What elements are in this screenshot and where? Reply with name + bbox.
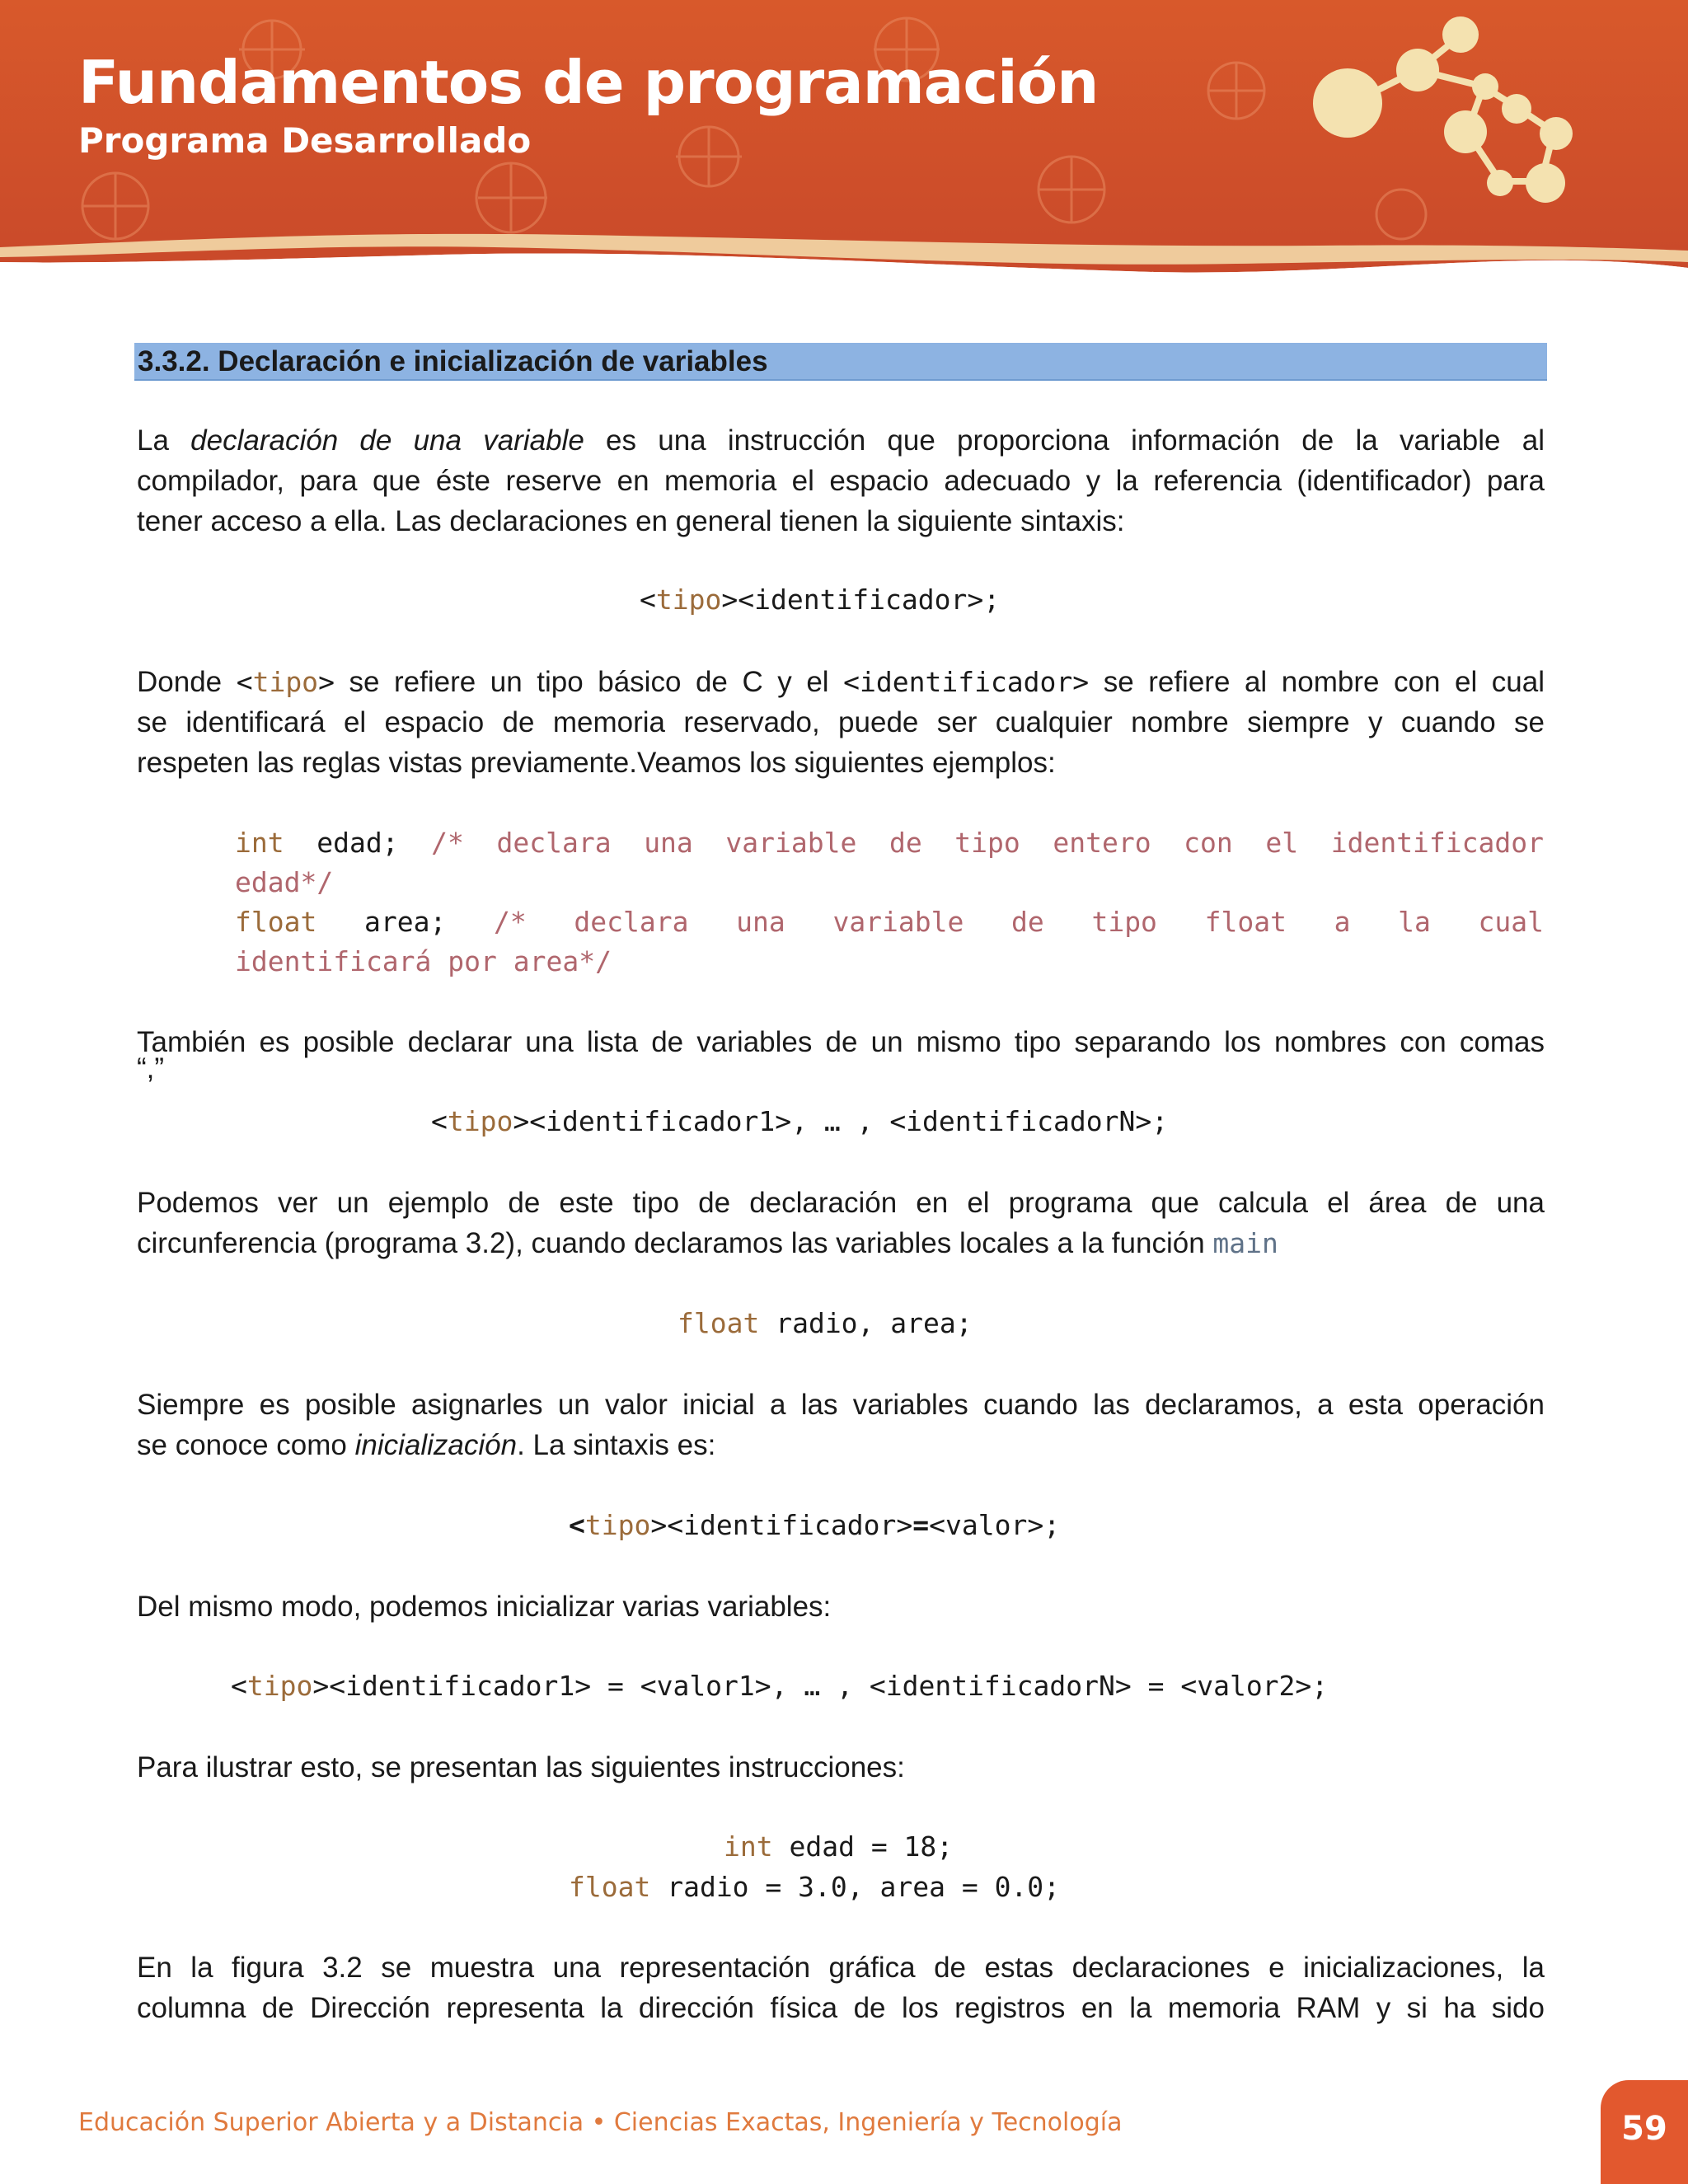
paragraph-line: se conoce como inicialización. La sintaxis es:	[137, 1429, 716, 1461]
function-name: main	[1212, 1227, 1278, 1259]
code-area-declaration: float radio, area;	[678, 1307, 973, 1339]
paragraph-line: circunferencia (programa 3.2), cuando declaramos las variables locales a la función main	[137, 1227, 1278, 1259]
code-example-line: float area; /* declara una variable de tipo float a la cual	[235, 906, 1545, 938]
molecule-logo-icon	[1269, 8, 1582, 255]
paragraph-line: Podemos ver un ejemplo de este tipo de declaración en el programa que calcula el área de una	[137, 1187, 1545, 1219]
code-example-line: edad*/	[235, 866, 334, 898]
code-init-float: float radio = 3.0, area = 0.0;	[569, 1871, 1061, 1903]
syntax-initialization: <tipo><identificador>=<valor>;	[569, 1509, 1061, 1541]
paragraph-line: respeten las reglas vistas previamente.Veamos los siguientes ejemplos:	[137, 747, 1056, 779]
document-title: Fundamentos de programación	[78, 48, 1099, 117]
code-init-int: int edad = 18;	[724, 1830, 954, 1863]
paragraph-line: tener acceso a ella. Las declaraciones en general tienen la siguiente sintaxis:	[137, 505, 1125, 537]
footer-text: Educación Superior Abierta y a Distancia • Ciencias Exactas, Ingeniería y Tecnología	[78, 2108, 1123, 2137]
code-example-line: identificará por area*/	[235, 945, 612, 977]
paragraph-initialization	[137, 1385, 1545, 1465]
paragraph-quote-comma	[137, 1052, 1545, 1085]
emphasis-term: declaración de una variable	[190, 424, 584, 457]
code-example-line: int edad; /* declara una variable de tipo entero con el identificador	[235, 827, 1544, 859]
paragraph-line: “,”	[137, 1052, 165, 1085]
paragraph-line: También es posible declarar una lista de variables de un mismo tipo separando los nombres con comas	[137, 1026, 1545, 1058]
paragraph-illustrate	[137, 1747, 1545, 1788]
paragraph-line: columna de Dirección representa la dirección física de los registros en la memoria RAM y si ha sido	[137, 1992, 1545, 2024]
page-number: 59	[1621, 2110, 1667, 2148]
syntax-multiple-initialization: <tipo><identificador1> = <valor1>, … , <identificadorN> = <valor2>;	[231, 1670, 1329, 1702]
paragraph-line: Donde <tipo> se refiere un tipo básico de C y el <identificador> se refiere al nombre con el cual	[137, 666, 1545, 698]
paragraph-area-example	[137, 1183, 1545, 1263]
paragraph-declaration-intro	[137, 420, 1545, 541]
paragraph-line: se identificará el espacio de memoria reservado, puede ser cualquier nombre siempre y cuando se	[137, 706, 1545, 738]
paragraph-line: Del mismo modo, podemos inicializar varias variables:	[137, 1591, 832, 1623]
paragraph-syntax-explanation	[137, 662, 1545, 783]
emphasis-term: inicialización	[354, 1429, 518, 1461]
syntax-multiple-declaration: <tipo><identificador1>, … , <identificadorN>;	[431, 1105, 1169, 1137]
section-heading: 3.3.2. Declaración e inicialización de variables	[134, 343, 1547, 381]
paragraph-line: En la figura 3.2 se muestra una representación gráfica de estas declaraciones e inicializaciones, la	[137, 1952, 1545, 1984]
paragraph-multiple-init	[137, 1586, 1545, 1627]
paragraph-line: La declaración de una variable es una instrucción que proporciona información de la variable al	[137, 424, 1545, 457]
document-subtitle: Programa Desarrollado	[78, 120, 532, 161]
paragraph-line: compilador, para que éste reserve en memoria el espacio adecuado y la referencia (identificador) para	[137, 465, 1545, 497]
header-banner	[0, 0, 1688, 297]
paragraph-figure-description	[137, 1947, 1545, 2028]
paragraph-line: Siempre es posible asignarles un valor inicial a las variables cuando las declaramos, a esta operación	[137, 1389, 1545, 1421]
syntax-declaration: <tipo><identificador>;	[640, 583, 1001, 616]
paragraph-line: Para ilustrar esto, se presentan las siguientes instrucciones:	[137, 1751, 905, 1783]
code-examples	[235, 823, 1544, 982]
